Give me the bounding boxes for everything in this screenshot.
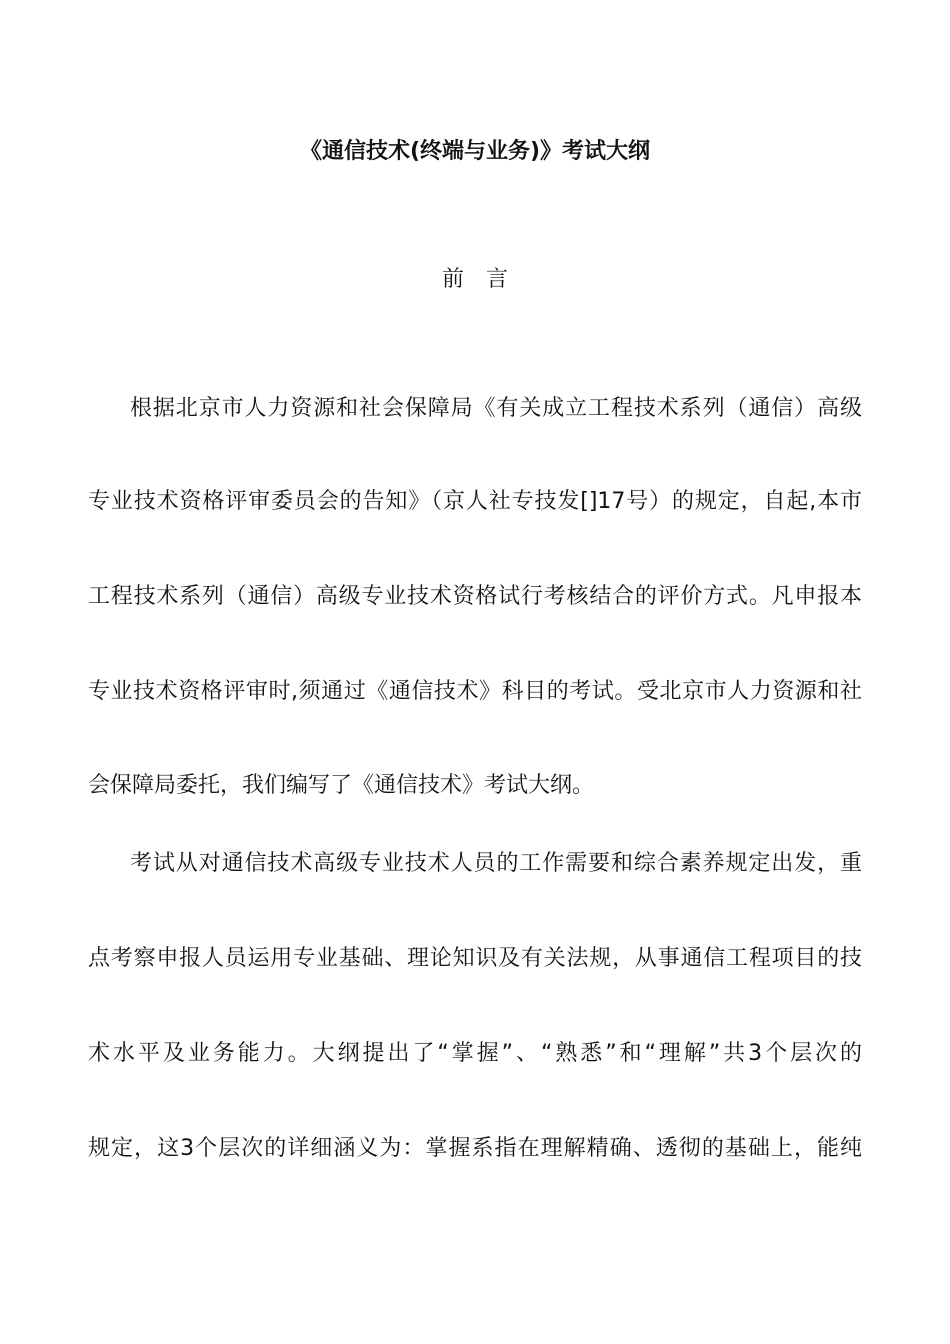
paragraph-line: 术水平及业务能力。大纲提出了“掌握”、“熟悉”和“理解”共3个层次的 [88, 1041, 862, 1066]
paragraph-line: 规定，这3个层次的详细涵义为：掌握系指在理解精确、透彻的基础上，能纯 [88, 1136, 862, 1161]
paragraph-line: 点考察申报人员运用专业基础、理论知识及有关法规，从事通信工程项目的技 [88, 946, 862, 971]
section-heading-preface: 前言 [441, 267, 530, 292]
paragraph-line: 专业技术资格评审时,须通过《通信技术》科目的考试。受北京市人力资源和社 [88, 679, 862, 704]
paragraph-line: 工程技术系列（通信）高级专业技术资格试行考核结合的评价方式。凡申报本 [88, 584, 862, 609]
paragraph-line: 考试从对通信技术高级专业技术人员的工作需要和综合素养规定出发，重 [130, 851, 862, 876]
paragraph-line: 专业技术资格评审委员会的告知》（京人社专技发[]17号）的规定，自起,本市 [88, 489, 862, 514]
paragraph-line: 会保障局委托，我们编写了《通信技术》考试大纲。 [88, 773, 595, 798]
document-title: 《通信技术(终端与业务)》考试大纲 [299, 139, 651, 164]
paragraph-line: 根据北京市人力资源和社会保障局《有关成立工程技术系列（通信）高级 [130, 396, 862, 421]
